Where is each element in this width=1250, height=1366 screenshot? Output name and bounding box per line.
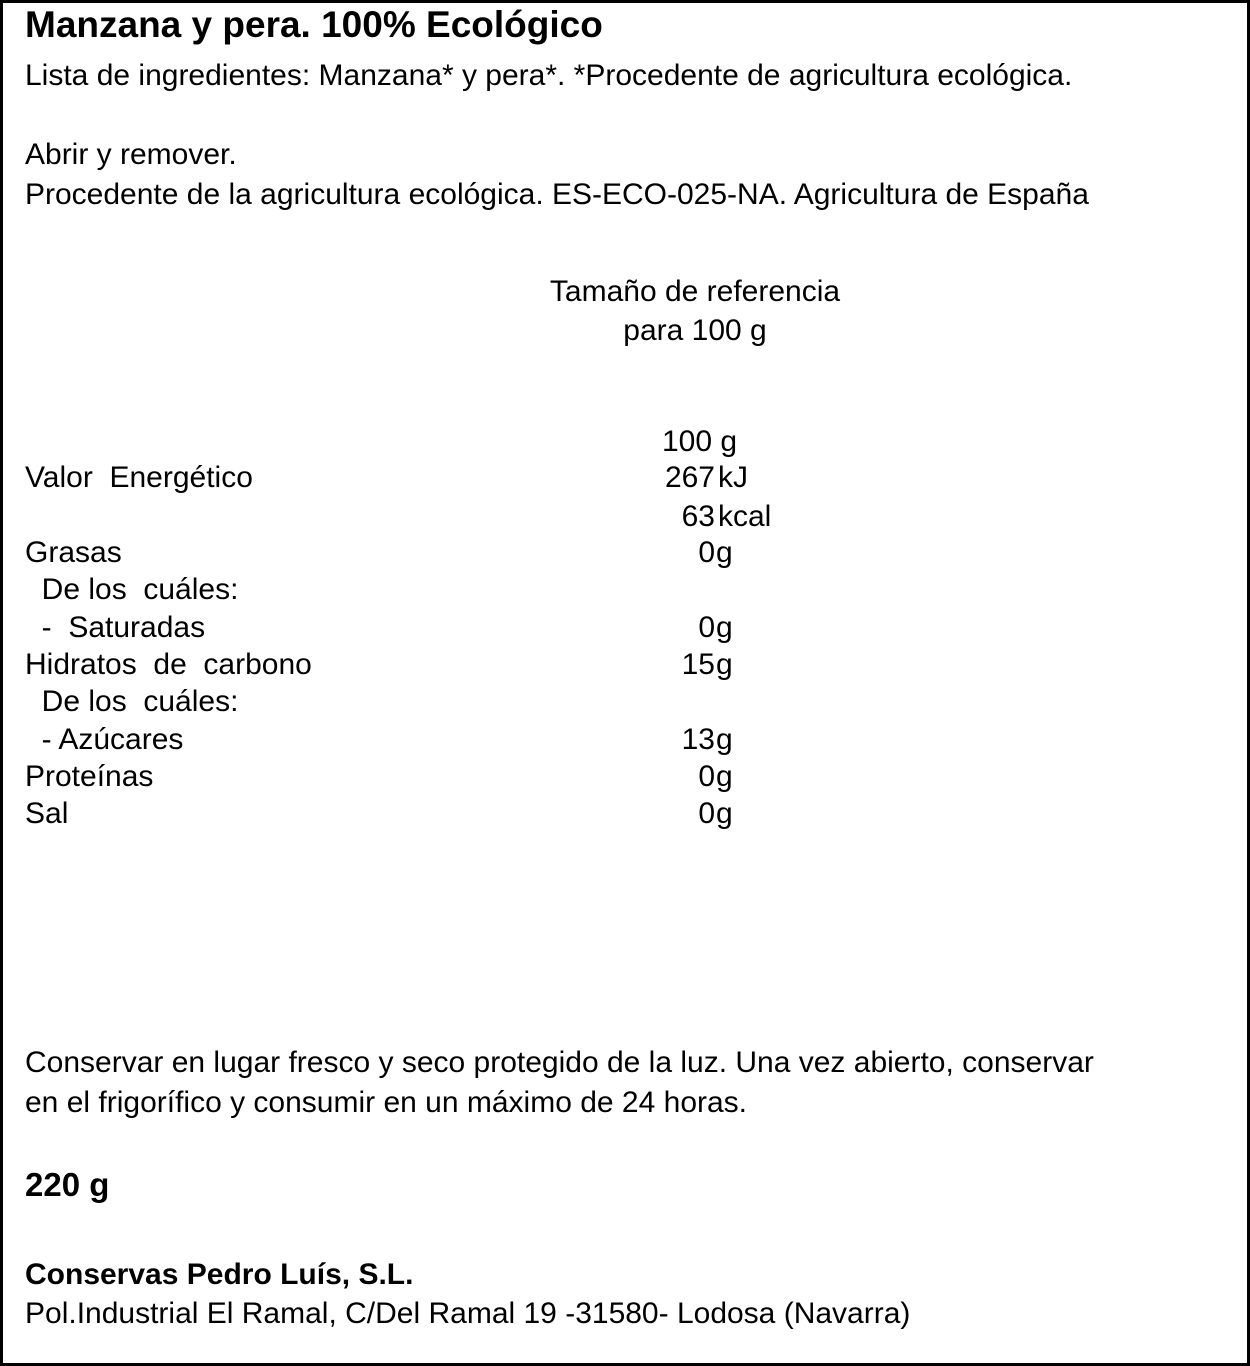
instructions-text: Abrir y remover. <box>25 138 237 171</box>
nutrient-unit-kj: kJ <box>718 461 748 494</box>
nutrient-unit-sugars: g <box>716 723 733 756</box>
nutrient-value-energy-kj: 267 <box>664 461 715 494</box>
nutrient-label-carbohydrates: Hidratos de carbono <box>25 648 312 681</box>
nutrient-value-salt: 0 <box>698 797 715 830</box>
reference-size-line1: Tamaño de referencia <box>549 275 841 308</box>
nutrient-label-sugars: - Azúcares <box>25 723 184 756</box>
nutrient-unit-saturates: g <box>716 611 733 644</box>
reference-size-line2: para 100 g <box>623 314 767 347</box>
manufacturer-address: Pol.Industrial El Ramal, C/Del Ramal 19 -31580- Lodosa (Navarra) <box>25 1297 911 1330</box>
net-weight: 220 g <box>25 1166 110 1203</box>
nutrient-value-fat: 0 <box>698 536 715 569</box>
nutrient-value-sugars: 13 <box>681 723 715 756</box>
ingredients-text: Lista de ingredientes: Manzana* y pera*. *Procedente de agricultura ecológica. <box>25 59 1073 92</box>
product-title: Manzana y pera. 100% Ecológico <box>25 4 603 45</box>
nutrient-label-energy: Valor Energético <box>25 461 253 494</box>
origin-text: Procedente de la agricultura ecológica. ES-ECO-025-NA. Agricultura de España <box>25 178 1089 211</box>
nutrient-label-fat: Grasas <box>25 536 122 569</box>
nutrient-label-saturates: - Saturadas <box>25 611 206 644</box>
nutrient-unit-carbohydrates: g <box>716 648 733 681</box>
nutrient-label-protein: Proteínas <box>25 760 154 793</box>
nutrient-value-protein: 0 <box>698 760 715 793</box>
nutrient-value-saturates: 0 <box>698 611 715 644</box>
nutrition-column-header: 100 g <box>662 425 738 458</box>
nutrient-unit-salt: g <box>716 797 733 830</box>
nutrient-unit-protein: g <box>716 760 733 793</box>
nutrient-unit-kcal: kcal <box>718 500 772 533</box>
storage-line-2: en el frigorífico y consumir en un máximo de 24 horas. <box>25 1086 748 1119</box>
nutrient-unit-fat: g <box>716 536 733 569</box>
manufacturer-name: Conservas Pedro Luís, S.L. <box>25 1258 414 1291</box>
nutrient-label-salt: Sal <box>25 797 69 830</box>
nutrient-sublabel-of-which-2: De los cuáles: <box>25 685 239 718</box>
nutrient-sublabel-of-which-1: De los cuáles: <box>25 573 239 606</box>
storage-line-1: Conservar en lugar fresco y seco protegido de la luz. Una vez abierto, conservar <box>25 1046 1094 1079</box>
nutrient-value-carbohydrates: 15 <box>681 648 715 681</box>
nutrient-value-energy-kcal: 63 <box>681 500 715 533</box>
